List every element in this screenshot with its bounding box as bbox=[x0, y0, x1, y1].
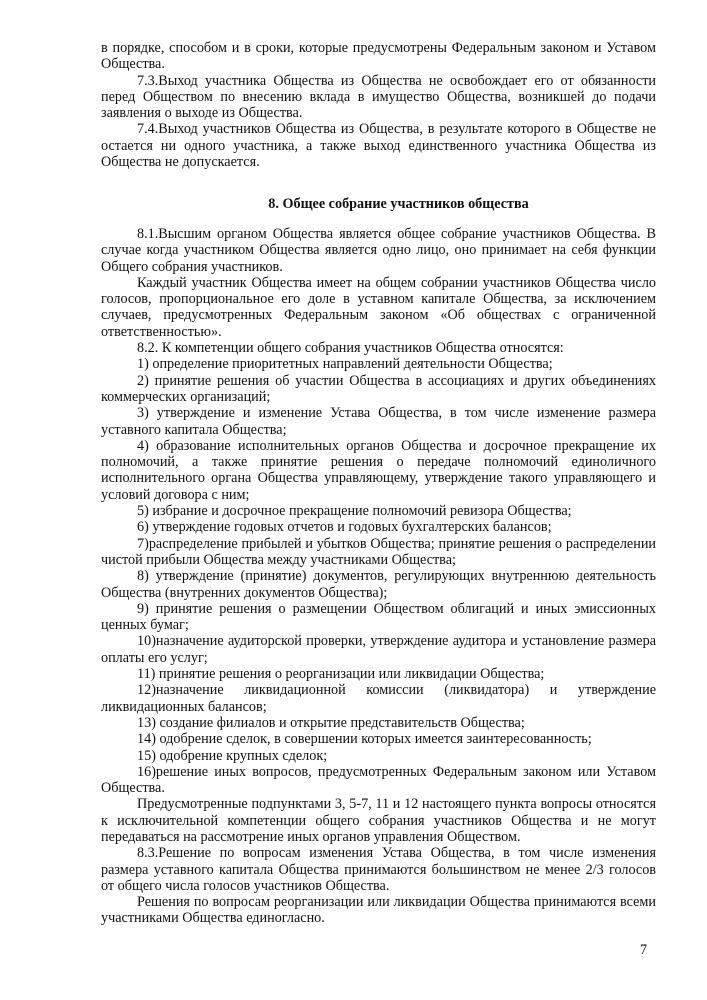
paragraph-8-1-votes: Каждый участник Общества имеет на общем собрании участников Общества число голосов, пропорциональное его доле в уставном капитале Общества, за исключением случаев, предусмотренных Федеральным законом «Об обществах с ограниченной ответственностью». bbox=[101, 274, 656, 340]
competence-item-2: 2) принятие решения об участии Общества в ассоциациях и других объединениях коммерческих организаций; bbox=[101, 372, 656, 405]
section-7-continuation bbox=[101, 40, 656, 170]
competence-item-10: 10)назначение аудиторской проверки, утверждение аудитора и установление размера оплаты его услуг; bbox=[101, 633, 656, 666]
competence-item-1: 1) определение приоритетных направлений деятельности Общества; bbox=[137, 356, 553, 373]
paragraph-8-1: 8.1.Высшим органом Общества является общее собрание участников Общества. В случае когда участником Общества является одно лицо, оно принимает на себя функции Общего собрания участников. bbox=[101, 226, 656, 275]
paragraph-8-2: 8.2. К компетенции общего собрания участников Общества относятся: bbox=[137, 340, 564, 357]
competence-item-16: 16)решение иных вопросов, предусмотренных Федеральным законом или Уставом Общества. bbox=[101, 763, 656, 797]
paragraph-8-3: 8.3.Решение по вопросам изменения Устава Общества, в том числе изменения размера уставного капитала Общества принимаются большинством не менее 2/3 голосов от общего числа голосов участников Общества. bbox=[101, 845, 656, 894]
competence-item-9: 9) принятие решения о размещении Обществом облигаций и иных эмиссионных ценных бумаг; bbox=[101, 600, 656, 634]
paragraph-7-4: 7.4.Выход участников Общества из Общества, в результате которого в Обществе не остается ни одного участника, а также выход единственного участника Общества из Общества не допускается. bbox=[101, 121, 656, 171]
section-8-body bbox=[101, 226, 656, 927]
competence-item-7: 7)распределение прибылей и убытков Общества; принятие решения о распределении чистой прибыли Общества между участниками Общества; bbox=[101, 535, 656, 568]
paragraph-8-3-unanimous: Решения по вопросам реорганизации или ликвидации Общества принимаются всеми участниками Общества единогласно. bbox=[101, 894, 656, 927]
competence-item-13: 13) создание филиалов и открытие представительств Общества; bbox=[137, 714, 525, 731]
section-8-heading-block bbox=[101, 196, 656, 212]
competence-item-4: 4) образование исполнительных органов Общества и досрочное прекращение их полномочий, а также принятие решения о передаче полномочий единоличного исполнительного органа Общества управляющему, утверждение такого управляющего и условий договора с ним; bbox=[101, 437, 656, 503]
section-heading: 8. Общее собрание участников общества bbox=[268, 196, 529, 212]
competence-item-5: 5) избрание и досрочное прекращение полномочий ревизора Общества; bbox=[137, 503, 572, 520]
competence-item-6: 6) утверждение годовых отчетов и годовых бухгалтерских балансов; bbox=[137, 519, 552, 536]
paragraph-7-3: 7.3.Выход участника Общества из Общества не освобождает его от обязанности перед Обществом по внесению вклада в имущество Общества, возникшей до подачи заявления о выходе из Общества. bbox=[101, 72, 656, 122]
competence-item-3: 3) утверждение и изменение Устава Общества, в том числе изменение размера уставного капитала Общества; bbox=[101, 405, 656, 438]
competence-item-15: 15) одобрение крупных сделок; bbox=[137, 747, 328, 764]
competence-item-14: 14) одобрение сделок, в совершении которых имеется заинтересованность; bbox=[137, 731, 592, 748]
competence-item-12: 12)назначение ликвидационной комиссии (ликвидатора) и утверждение ликвидационных балансов; bbox=[101, 682, 656, 715]
competence-item-11: 11) принятие решения о реорганизации или ликвидации Общества; bbox=[137, 666, 545, 683]
paragraph-intro: в порядке, способом и в сроки, которые предусмотрены Федеральным законом и Уставом Общества. bbox=[101, 40, 656, 73]
page-number: 7 bbox=[640, 942, 648, 958]
paragraph-exclusive-competence: Предусмотренные подпунктами 3, 5-7, 11 и 12 настоящего пункта вопросы относятся к исключительной компетенции общего собрания участников Общества и не могут передаваться на рассмотрение иных органов управления Обществом. bbox=[101, 796, 656, 845]
competence-item-8: 8) утверждение (принятие) документов, регулирующих внутреннюю деятельность Общества (внутренних документов Общества); bbox=[101, 568, 656, 601]
